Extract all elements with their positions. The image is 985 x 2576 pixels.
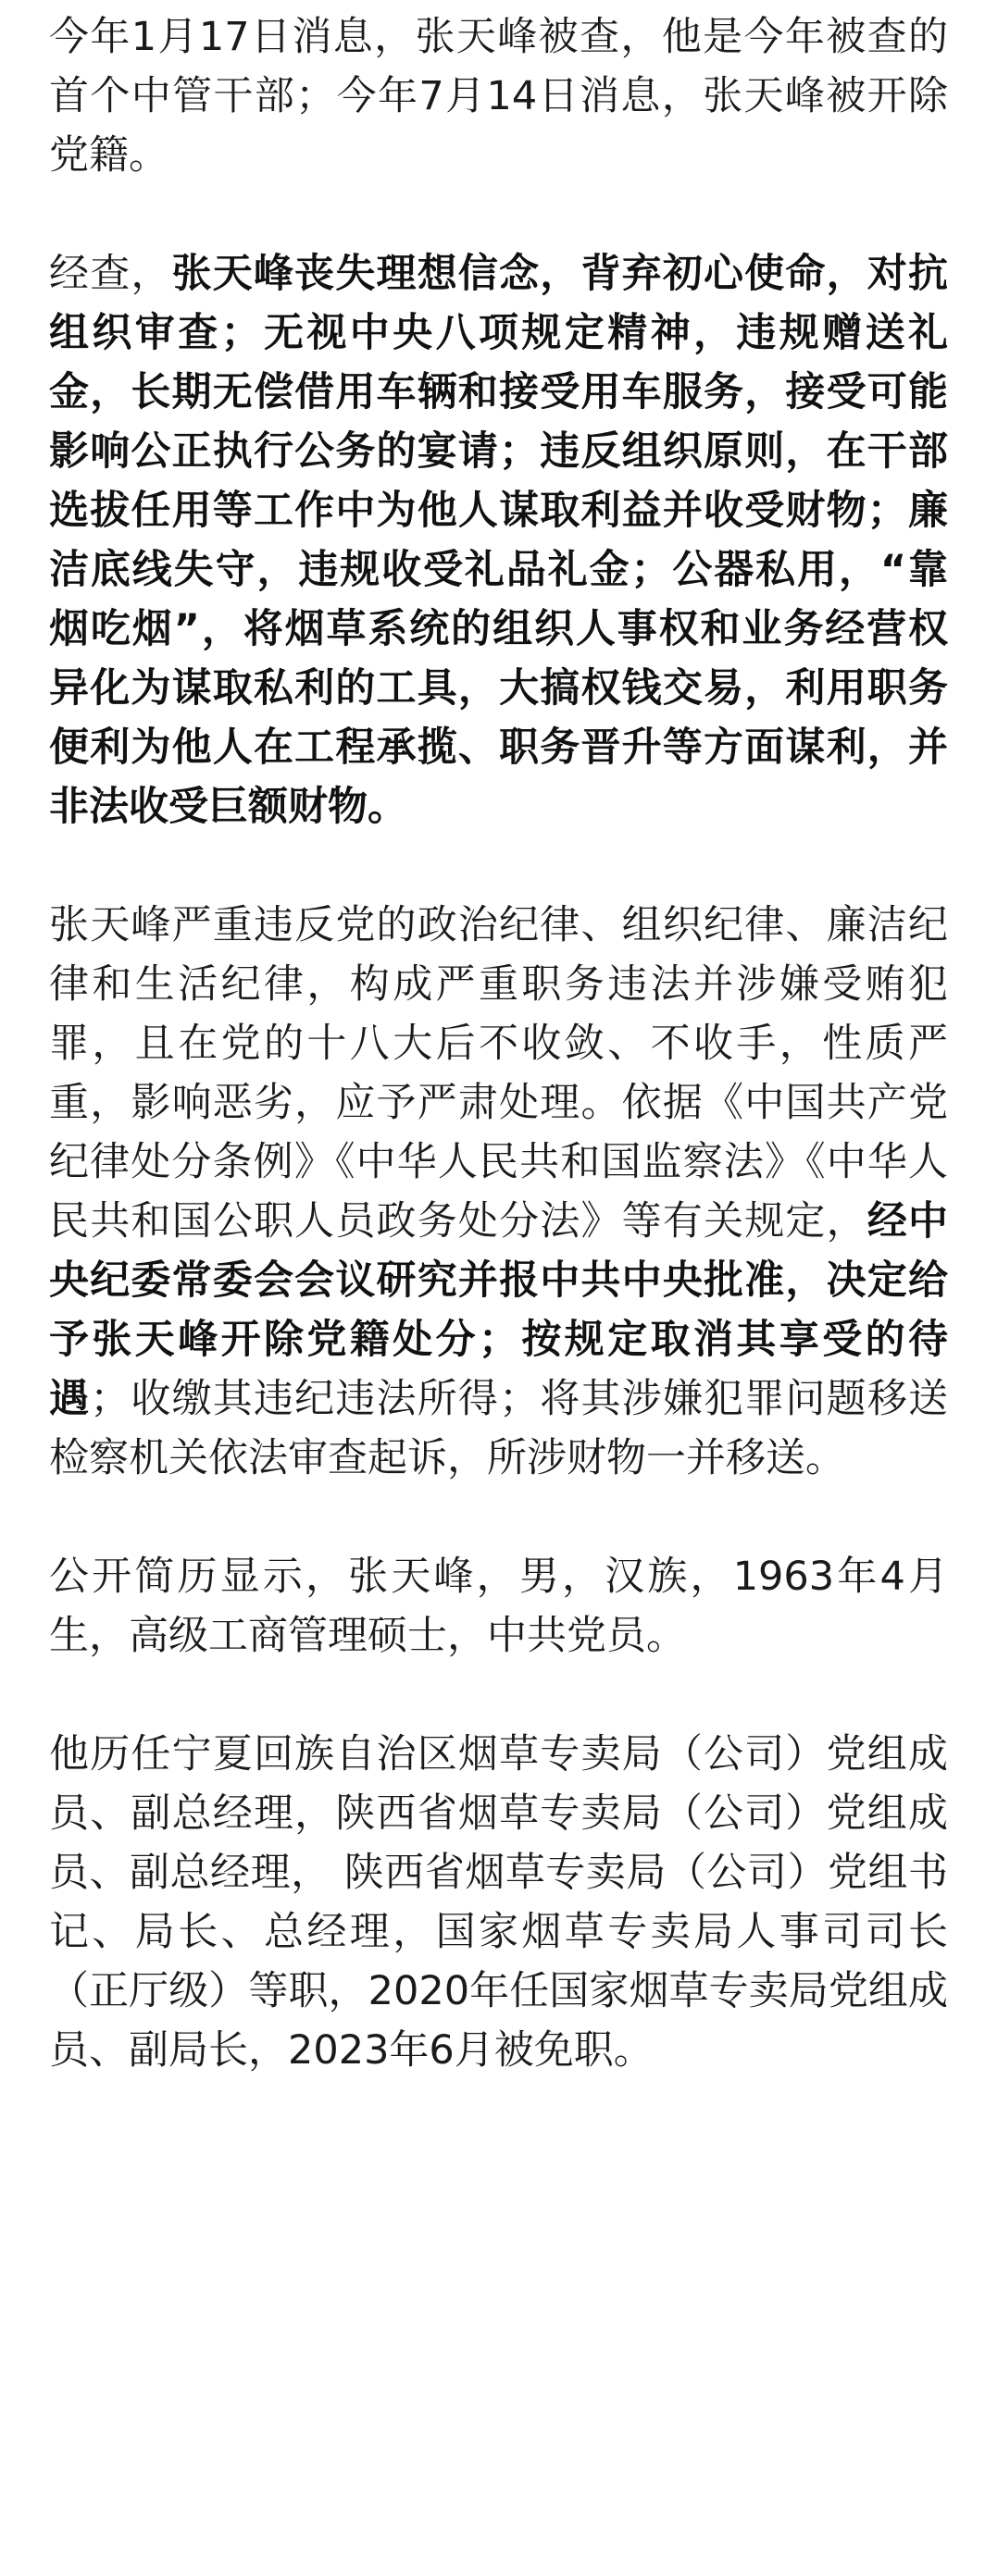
- decision-tail: ；收缴其违纪违法所得；将其涉嫌犯罪问题移送检察机关依法审查起诉，所涉财物一并移送。: [49, 1376, 949, 1481]
- paragraph-decision: [49, 896, 948, 1488]
- decision-text: 张天峰严重违反党的政治纪律、组织纪律、廉洁纪律和生活纪律，构成严重职务违法并涉嫌受贿犯罪，且在党的十八大后不收敛、不收手，性质严重，影响恶劣，应予严肃处理。依据《中国共产党纪律处分条例》《中华人民共和国监察法》《中华人民共和国公职人员政务处分法》等有关规定，: [49, 902, 948, 1245]
- article-body: [0, 7, 985, 2080]
- findings-bold: 张天峰丧失理想信念，背弃初心使命，对抗组织审查；无视中央八项规定精神，违规赠送礼金，长期无偿借用车辆和接受用车服务，接受可能影响公正执行公务的宴请；违反组织原则，在干部选拔任用等工作中为他人谋取利益并收受财物；廉洁底线失守，违规收受礼品礼金；公器私用，“靠烟吃烟”，将烟草系统的组织人事权和业务经营权异化为谋取私利的工具，大搞权钱交易，利用职务便利为他人在工程承揽、职务晋升等方面谋利，并非法收受巨额财物。: [49, 251, 949, 830]
- paragraph-findings: [49, 244, 948, 836]
- paragraph-resume: 公开简历显示，张天峰，男，汉族，1963年4月生，高级工商管理硕士，中共党员。: [49, 1554, 948, 1659]
- findings-lead: 经查，: [49, 251, 172, 297]
- paragraph-investigation-news: 今年1月17日消息，张天峰被查，他是今年被查的首个中管干部；今年7月14日消息，张天峰被开除党籍。: [49, 14, 948, 179]
- decision-bold: 经中央纪委常委会会议研究并报中共中央批准，决定给予张天峰开除党籍处分；按规定取消其享受的待遇: [49, 1198, 949, 1422]
- paragraph-career: 他历任宁夏回族自治区烟草专卖局（公司）党组成员、副总经理，陕西省烟草专卖局（公司）党组成员、副总经理， 陕西省烟草专卖局（公司）党组书记、局长、总经理，国家烟草专卖局人事司司长（正厅级）等职，2020年任国家烟草专卖局党组成员、副局长，2023年6月被免职。: [49, 1731, 948, 2074]
